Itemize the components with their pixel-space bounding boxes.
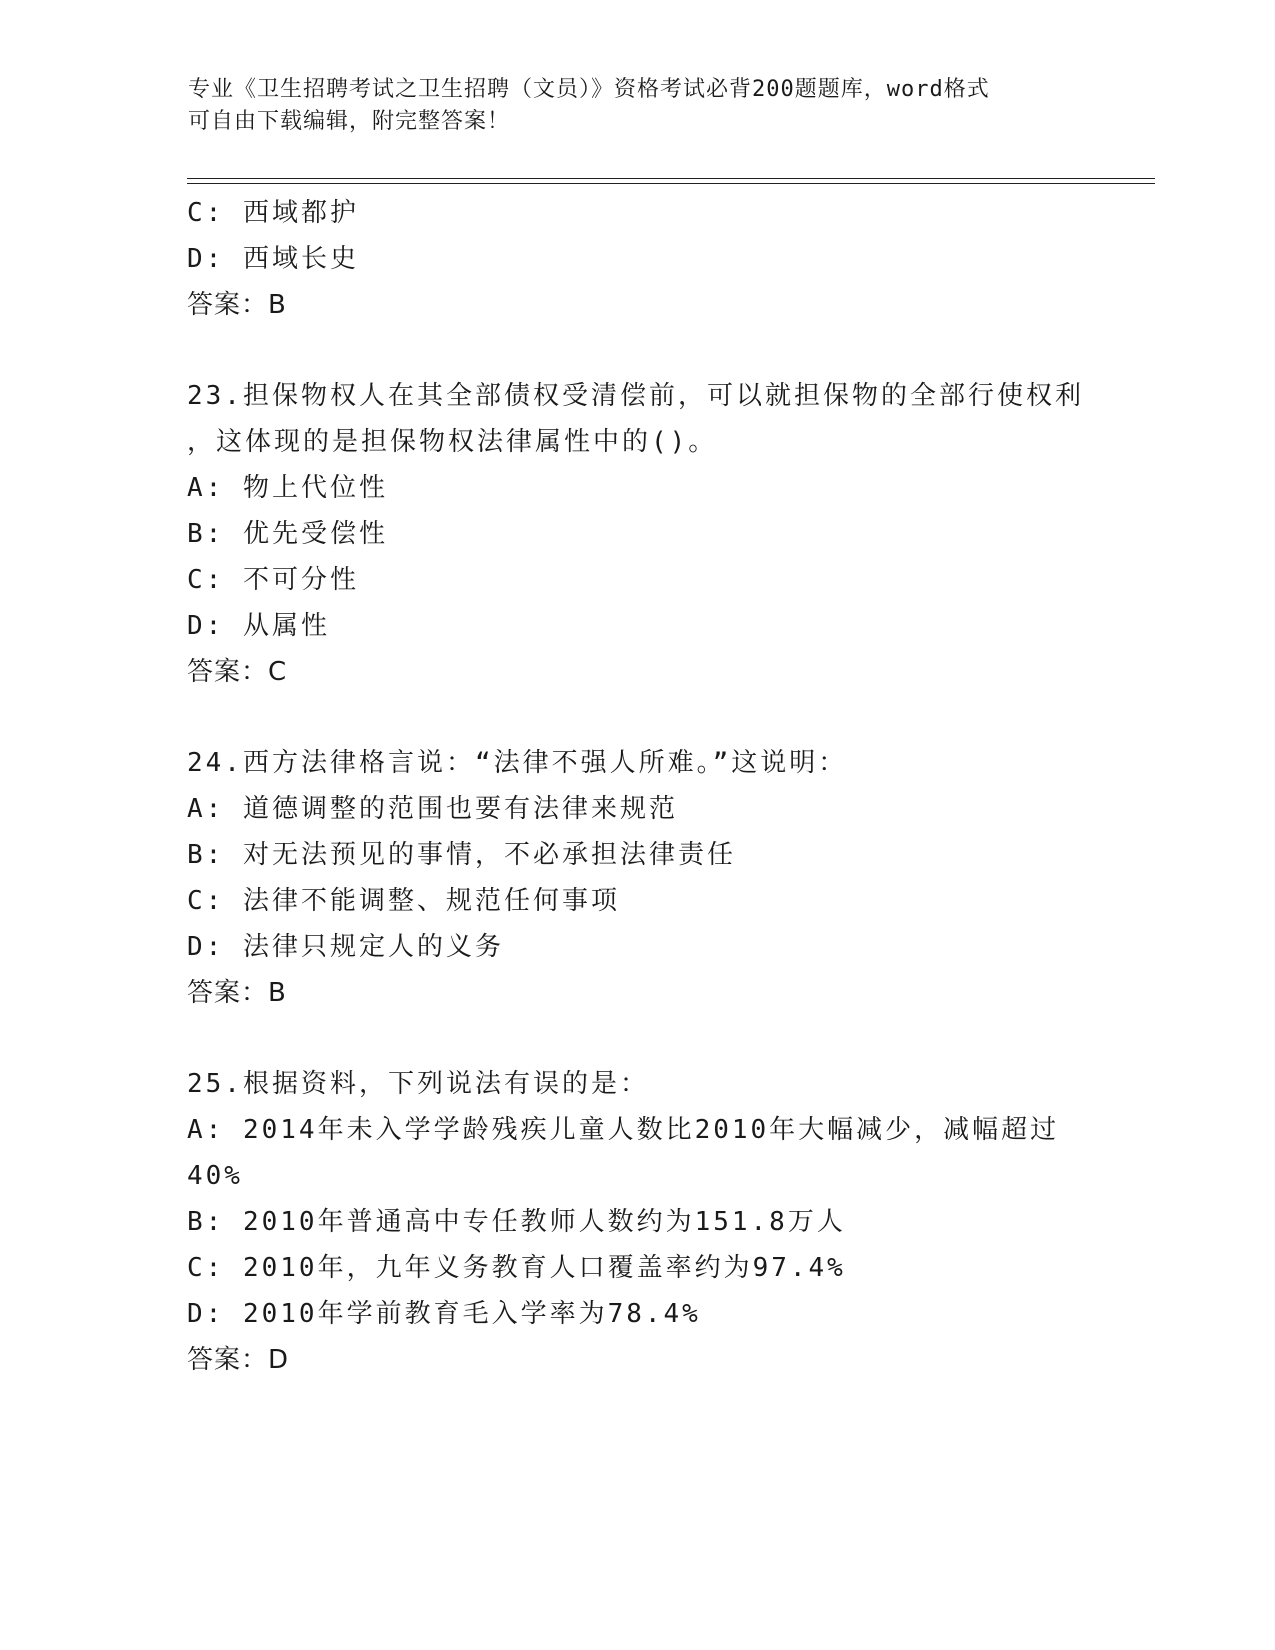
document-body [187, 190, 1107, 1383]
question-block-25 [187, 1061, 1107, 1383]
question-block-23 [187, 373, 1107, 695]
option-line: A: 2014年未入学学龄残疾儿童人数比2010年大幅减少，减幅超过 [187, 1115, 1060, 1145]
option-line: B: 对无法预见的事情，不必承担法律责任 [187, 840, 736, 870]
document-header [188, 74, 1088, 138]
question-stem: 24.西方法律格言说：“法律不强人所难。”这说明： [187, 748, 848, 778]
question-stem: 23.担保物权人在其全部债权受清偿前，可以就担保物的全部行使权利 [187, 381, 1084, 411]
question-block-prev [187, 190, 1107, 328]
header-divider [187, 183, 1155, 184]
option-line: D: 从属性 [187, 611, 330, 641]
option-line: A: 物上代位性 [187, 473, 388, 503]
option-line: D: 法律只规定人的义务 [187, 932, 504, 962]
option-line: C: 西域都护 [187, 198, 359, 228]
option-line: D: 西域长史 [187, 244, 359, 274]
option-line: C: 不可分性 [187, 565, 359, 595]
option-line: B: 2010年普通高中专任教师人数约为151.8万人 [187, 1207, 846, 1237]
answer-line: 答案：B [187, 978, 287, 1008]
option-line: C: 2010年，九年义务教育人口覆盖率约为97.4% [187, 1253, 846, 1283]
question-block-24 [187, 740, 1107, 1016]
spacer [187, 1016, 1107, 1061]
header-line: 可自由下载编辑，附完整答案！ [188, 109, 511, 134]
option-line: B: 优先受偿性 [187, 519, 388, 549]
header-divider [187, 178, 1155, 179]
spacer [187, 695, 1107, 740]
answer-line: 答案：D [187, 1345, 290, 1375]
option-line: D: 2010年学前教育毛入学率为78.4% [187, 1299, 701, 1329]
spacer [187, 328, 1107, 373]
question-stem: ，这体现的是担保物权法律属性中的()。 [187, 427, 718, 457]
question-stem: 25.根据资料，下列说法有误的是： [187, 1069, 649, 1099]
answer-line: 答案：C [187, 657, 288, 687]
option-line: 40% [187, 1161, 243, 1191]
option-line: C: 法律不能调整、规范任何事项 [187, 886, 620, 916]
option-line: A: 道德调整的范围也要有法律来规范 [187, 794, 678, 824]
header-line: 专业《卫生招聘考试之卫生招聘（文员）》资格考试必背200题题库，word格式 [188, 77, 990, 102]
answer-line: 答案：B [187, 290, 287, 320]
